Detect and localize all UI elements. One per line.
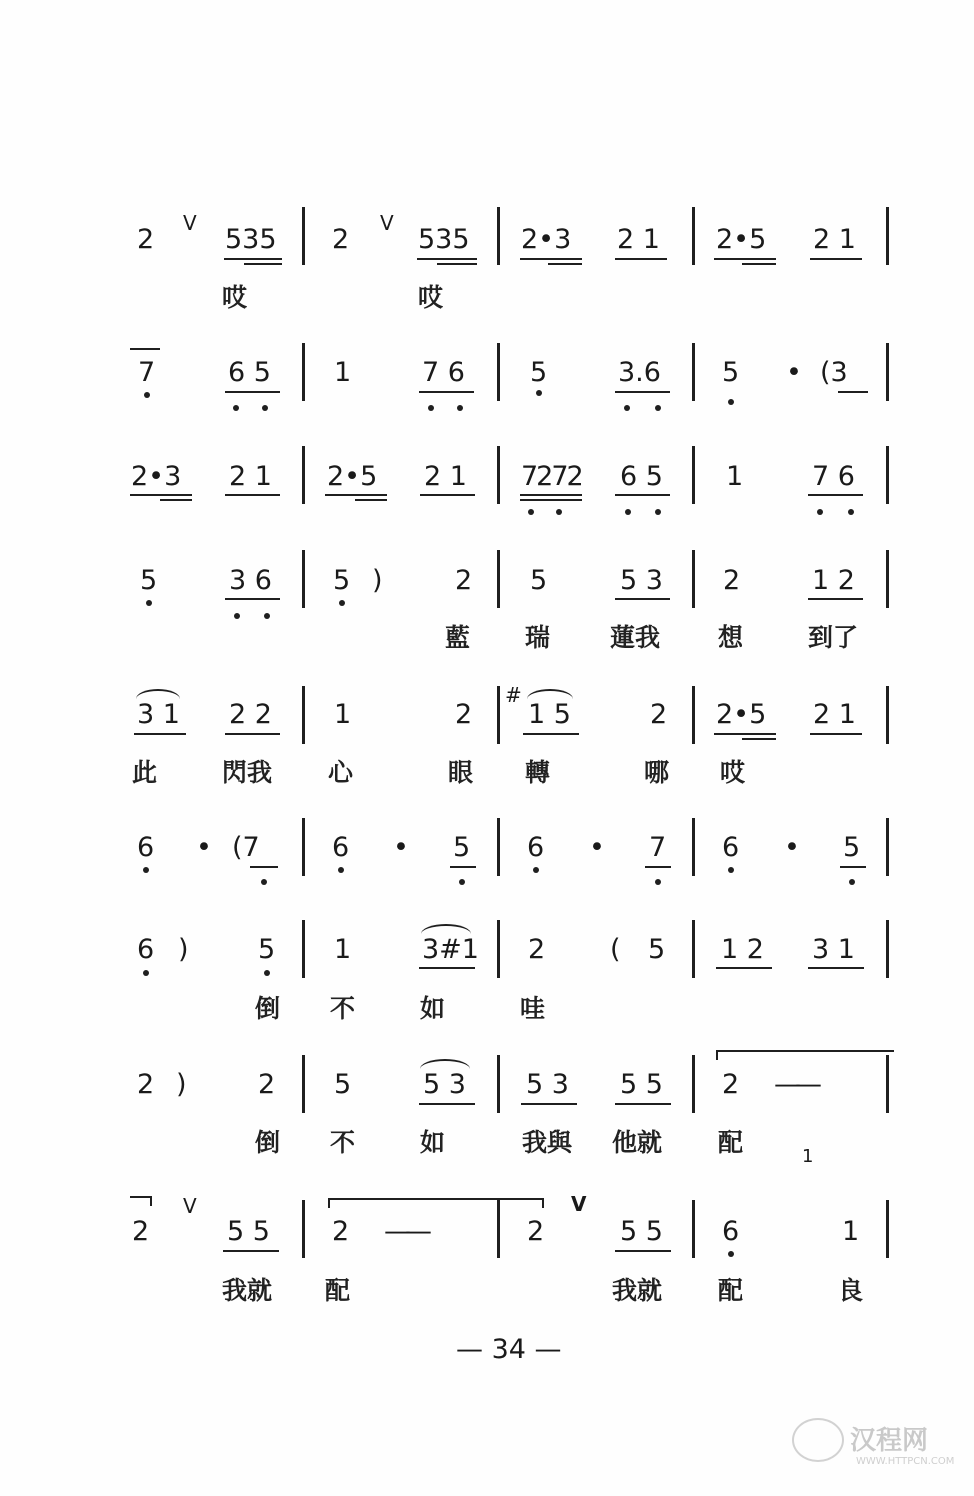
tie-line — [716, 1050, 894, 1052]
bar-line — [497, 686, 500, 744]
lyric: 藍 — [445, 623, 471, 652]
paren: ) — [176, 1069, 187, 1100]
bar-line — [886, 920, 889, 978]
sharp-mark: # — [505, 683, 522, 707]
bar-line — [886, 1200, 889, 1258]
bar-line — [886, 1055, 889, 1113]
bar-line — [497, 343, 500, 401]
bar-line — [692, 818, 695, 876]
note: 5 3 — [526, 1069, 569, 1100]
note: 5 — [333, 565, 351, 596]
bar-line — [497, 1055, 500, 1113]
lyric: 哎 — [222, 283, 248, 312]
note: 1 — [334, 934, 352, 965]
breath-mark: V — [183, 1194, 197, 1218]
bar-line — [692, 686, 695, 744]
watermark-logo-icon — [792, 1418, 844, 1462]
note: 2 — [258, 1069, 276, 1100]
note: 1 — [726, 461, 744, 492]
dot-mark: • — [589, 832, 605, 863]
bar-line — [497, 920, 500, 978]
bar-line — [692, 920, 695, 978]
lyric: 哎 — [720, 758, 746, 787]
note: 2•3 — [521, 224, 572, 255]
note: 535 — [418, 224, 470, 255]
note: 5 — [722, 357, 740, 388]
note: 2•5 — [716, 224, 767, 255]
note: 6 — [137, 934, 155, 965]
note: 5 3 — [620, 565, 663, 596]
note: 5 — [530, 357, 548, 388]
lyric: 不 — [330, 1128, 356, 1157]
lyric: 我就 — [222, 1276, 273, 1305]
lyric: 我與 — [522, 1128, 573, 1157]
note: 1 2 — [721, 934, 764, 965]
bar-line — [302, 446, 305, 504]
lyric: 心 — [328, 758, 354, 787]
lyric: 他就 — [612, 1128, 663, 1157]
watermark-text: 汉程网 — [850, 1426, 929, 1456]
paren: ) — [372, 565, 383, 596]
note: 2 — [650, 699, 668, 730]
breath-mark: V — [183, 211, 197, 235]
note: 1 — [842, 1216, 860, 1247]
lyric: 閃我 — [222, 758, 273, 787]
note: 3 1 — [137, 699, 180, 730]
bar-line — [302, 343, 305, 401]
note: 2•5 — [327, 461, 378, 492]
note: 6 — [137, 832, 155, 863]
note: 6 5 — [620, 461, 663, 492]
note: 2 — [722, 1069, 740, 1100]
note: 2 — [527, 1216, 545, 1247]
paren: ( — [610, 934, 621, 965]
note: 5 — [843, 832, 861, 863]
dot-mark: • — [786, 357, 802, 388]
watermark-url: WWW.HTTPCN.COM — [856, 1456, 955, 1467]
lyric: 我就 — [612, 1276, 663, 1305]
lyric: 配 — [718, 1128, 744, 1157]
note: 1 — [334, 357, 352, 388]
lyric: 配 — [325, 1276, 351, 1305]
lyric: 良 — [838, 1276, 864, 1305]
lyric: 如 — [420, 1128, 446, 1157]
bar-line — [497, 1200, 500, 1258]
bar-line — [692, 1200, 695, 1258]
lyric: 蓮我 — [610, 623, 661, 652]
dash: —— — [774, 1069, 816, 1100]
lyric: 到了 — [808, 623, 859, 652]
bar-line — [692, 207, 695, 265]
note: 7 6 — [422, 357, 465, 388]
lyric: 配 — [718, 1276, 744, 1305]
note: 6 — [332, 832, 350, 863]
note: 2 1 — [424, 461, 467, 492]
lyric: 倒 — [255, 994, 281, 1023]
lyric: 瑞 — [525, 623, 551, 652]
note: 1 5 — [528, 699, 571, 730]
bar-line — [886, 550, 889, 608]
note: 1 2 — [812, 565, 855, 596]
lyric: 此 — [132, 758, 158, 787]
note: 6 — [722, 832, 740, 863]
bar-line — [302, 1200, 305, 1258]
note: 5 — [530, 565, 548, 596]
note: 5 5 — [227, 1216, 270, 1247]
note: 2 1 — [813, 699, 856, 730]
note: 2 — [455, 565, 473, 596]
note: 2 — [723, 565, 741, 596]
note: 2 — [132, 1216, 150, 1247]
lyric: 哪 — [644, 758, 670, 787]
bar-line — [692, 446, 695, 504]
bar-line — [302, 818, 305, 876]
note: 6 — [722, 1216, 740, 1247]
note: 1 — [334, 699, 352, 730]
note: 5 — [334, 1069, 352, 1100]
lyric: 眼 — [448, 758, 474, 787]
lyric: 如 — [420, 994, 446, 1023]
dot-mark: • — [784, 832, 800, 863]
dot-mark: • — [196, 832, 212, 863]
bar-line — [302, 550, 305, 608]
bar-line — [886, 207, 889, 265]
fingering-mark: 1 — [802, 1146, 814, 1167]
lyric: 想 — [718, 623, 744, 652]
note: 2•5 — [716, 699, 767, 730]
note: 5 5 — [620, 1216, 663, 1247]
note: 5 — [258, 934, 276, 965]
bar-line — [886, 686, 889, 744]
bar-line — [886, 446, 889, 504]
note: 2 1 — [813, 224, 856, 255]
note: 6 5 — [228, 357, 271, 388]
lyric: 不 — [330, 994, 356, 1023]
bar-line — [692, 343, 695, 401]
note: 5 — [140, 565, 158, 596]
lyric: 倒 — [255, 1128, 281, 1157]
lyric: 轉 — [525, 758, 551, 787]
note: 2 — [137, 224, 155, 255]
note: 7 6 — [812, 461, 855, 492]
note: 6 — [527, 832, 545, 863]
paren: ) — [178, 934, 189, 965]
note: 2 — [332, 224, 350, 255]
page-number: — 34 — — [456, 1334, 562, 1365]
note: (7 — [232, 832, 260, 863]
note: 535 — [225, 224, 277, 255]
bar-line — [497, 207, 500, 265]
note: 5 3 — [423, 1069, 466, 1100]
bar-line — [692, 550, 695, 608]
bar-line — [886, 818, 889, 876]
breath-mark: V — [571, 1192, 587, 1216]
note: (3 — [820, 357, 848, 388]
bar-line — [497, 550, 500, 608]
note: 5 — [648, 934, 666, 965]
note: 3 1 — [812, 934, 855, 965]
tie-line — [328, 1198, 544, 1200]
note: 7 — [138, 357, 156, 388]
bar-line — [302, 1055, 305, 1113]
bar-line — [302, 920, 305, 978]
bar-line — [302, 207, 305, 265]
note: 5 — [453, 832, 471, 863]
note: 2 — [332, 1216, 350, 1247]
note: 2 — [528, 934, 546, 965]
lyric: 哎 — [418, 283, 444, 312]
note: 7 — [649, 832, 667, 863]
breath-mark: V — [380, 211, 394, 235]
bar-line — [692, 1055, 695, 1113]
note: 3 6 — [229, 565, 272, 596]
note: 2•3 — [131, 461, 182, 492]
note: 2 — [137, 1069, 155, 1100]
note: 3.6 — [618, 357, 661, 388]
bar-line — [302, 686, 305, 744]
bar-line — [497, 818, 500, 876]
dash: —— — [384, 1216, 426, 1247]
bar-line — [497, 446, 500, 504]
note: 3#1 — [422, 934, 479, 965]
note: 7272 — [521, 461, 582, 492]
bar-line — [886, 343, 889, 401]
note: 2 1 — [617, 224, 660, 255]
dot-mark: • — [393, 832, 409, 863]
note: 2 — [455, 699, 473, 730]
note: 5 5 — [620, 1069, 663, 1100]
note: 2 1 — [229, 461, 272, 492]
lyric: 哇 — [520, 994, 546, 1023]
note: 2 2 — [229, 699, 272, 730]
